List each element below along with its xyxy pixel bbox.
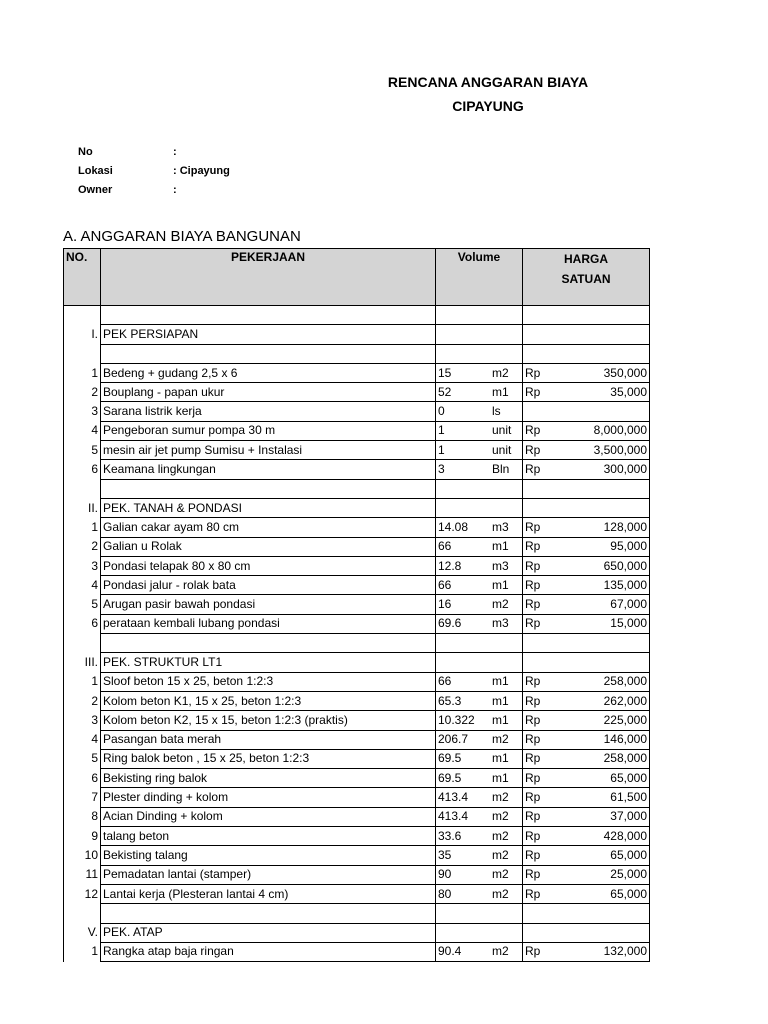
cell-no: 12 [64, 884, 101, 903]
cell-no [64, 634, 101, 653]
table-row [64, 537, 650, 556]
cell-job: Rangka atap baja ringan [101, 942, 436, 961]
cell-job: Pemadatan lantai (stamper) [101, 865, 436, 884]
table-header-row [64, 249, 650, 306]
cell-unit: m2 [490, 363, 523, 382]
cell-unit [490, 344, 523, 363]
cell-currency [523, 923, 558, 942]
cell-price: 650,000 [557, 556, 650, 575]
cell-job [101, 904, 436, 923]
cell-job: Keamana lingkungan [101, 460, 436, 479]
cell-volume: 16 [436, 595, 491, 614]
cell-currency [523, 498, 558, 517]
cell-price [557, 344, 650, 363]
cell-job: Pengeboran sumur pompa 30 m [101, 421, 436, 440]
table-row [64, 672, 650, 691]
cell-no [64, 306, 101, 325]
cell-price [557, 923, 650, 942]
cell-unit [490, 904, 523, 923]
cell-volume [436, 479, 491, 498]
table-row [64, 827, 650, 846]
cell-currency: Rp [523, 827, 558, 846]
cell-job: mesin air jet pump Sumisu + Instalasi [101, 441, 436, 460]
cell-volume: 69.5 [436, 749, 491, 768]
cell-volume: 66 [436, 672, 491, 691]
cell-price: 3,500,000 [557, 441, 650, 460]
cell-no: 4 [64, 421, 101, 440]
cell-price [557, 904, 650, 923]
table-row [64, 363, 650, 382]
table-row [64, 595, 650, 614]
cell-price: 350,000 [557, 363, 650, 382]
cell-unit: m1 [490, 537, 523, 556]
cell-price: 25,000 [557, 865, 650, 884]
cell-volume: 14.08 [436, 518, 491, 537]
cell-job: Kolom beton K1, 15 x 25, beton 1:2:3 [101, 691, 436, 710]
cell-unit: m2 [490, 730, 523, 749]
cell-job: Bedeng + gudang 2,5 x 6 [101, 363, 436, 382]
table-row [64, 942, 650, 961]
cell-no: 6 [64, 460, 101, 479]
cell-currency: Rp [523, 421, 558, 440]
cell-price: 65,000 [557, 846, 650, 865]
cell-job: Sloof beton 15 x 25, beton 1:2:3 [101, 672, 436, 691]
cell-currency [523, 325, 558, 344]
cell-currency: Rp [523, 846, 558, 865]
blank-row [64, 344, 650, 363]
cell-no: 5 [64, 749, 101, 768]
cell-job: PEK. ATAP [101, 923, 436, 942]
cell-no: 1 [64, 518, 101, 537]
cell-volume: 90 [436, 865, 491, 884]
cell-unit [490, 306, 523, 325]
table-row [64, 691, 650, 710]
cell-price: 128,000 [557, 518, 650, 537]
cell-currency: Rp [523, 518, 558, 537]
document-title: RENCANA ANGGARAN BIAYA [387, 74, 589, 90]
cell-no: III. [64, 653, 101, 672]
cell-volume [436, 923, 491, 942]
cell-job [101, 306, 436, 325]
cell-job [101, 634, 436, 653]
cell-price: 262,000 [557, 691, 650, 710]
table-row [64, 884, 650, 903]
cell-price: 135,000 [557, 576, 650, 595]
cell-unit: unit [490, 441, 523, 460]
cell-unit: m1 [490, 691, 523, 710]
table-row [64, 865, 650, 884]
cell-unit: m1 [490, 672, 523, 691]
cell-job [101, 344, 436, 363]
cell-job [101, 479, 436, 498]
cell-price [557, 479, 650, 498]
table-row [64, 518, 650, 537]
cell-volume [436, 904, 491, 923]
cell-no: 6 [64, 769, 101, 788]
info-row-owner [78, 184, 177, 196]
cell-no: I. [64, 325, 101, 344]
cell-volume: 413.4 [436, 788, 491, 807]
cell-unit [490, 325, 523, 344]
cell-price [557, 325, 650, 344]
cell-price: 35,000 [557, 383, 650, 402]
cell-volume [436, 653, 491, 672]
cell-volume: 65.3 [436, 691, 491, 710]
cell-no: 9 [64, 827, 101, 846]
blank-row [64, 904, 650, 923]
cell-unit: m1 [490, 769, 523, 788]
cell-unit: m2 [490, 884, 523, 903]
table-row [64, 576, 650, 595]
cell-price: 258,000 [557, 672, 650, 691]
cell-job: Bekisting ring balok [101, 769, 436, 788]
cell-unit [490, 653, 523, 672]
info-row-lokasi [78, 165, 230, 177]
cell-currency: Rp [523, 749, 558, 768]
cell-currency: Rp [523, 614, 558, 633]
cell-price [557, 653, 650, 672]
cell-currency [523, 904, 558, 923]
header-price-line2: SATUAN [561, 272, 611, 286]
cell-currency: Rp [523, 807, 558, 826]
cell-unit: unit [490, 421, 523, 440]
cell-job: Galian cakar ayam 80 cm [101, 518, 436, 537]
cell-volume [436, 306, 491, 325]
cell-volume: 10.322 [436, 711, 491, 730]
cell-unit: m2 [490, 788, 523, 807]
cell-no [64, 479, 101, 498]
cell-currency: Rp [523, 363, 558, 382]
table-row [64, 769, 650, 788]
cell-unit: m2 [490, 807, 523, 826]
cell-currency: Rp [523, 672, 558, 691]
cell-job: Pondasi telapak 80 x 80 cm [101, 556, 436, 575]
cell-price: 258,000 [557, 749, 650, 768]
info-value: : [173, 146, 177, 158]
table-row [64, 383, 650, 402]
info-label: No [78, 146, 93, 158]
cell-no: 10 [64, 846, 101, 865]
cell-job: Plester dinding + kolom [101, 788, 436, 807]
cell-unit: m1 [490, 383, 523, 402]
cell-price: 61,500 [557, 788, 650, 807]
cell-currency: Rp [523, 865, 558, 884]
cell-price [557, 306, 650, 325]
cell-volume: 15 [436, 363, 491, 382]
cell-price: 15,000 [557, 614, 650, 633]
blank-row [64, 306, 650, 325]
cell-unit [490, 634, 523, 653]
cell-job: Galian u Rolak [101, 537, 436, 556]
cell-job: Acian Dinding + kolom [101, 807, 436, 826]
cell-job: Bouplang - papan ukur [101, 383, 436, 402]
cell-unit [490, 498, 523, 517]
cell-job: PEK. STRUKTUR LT1 [101, 653, 436, 672]
cell-no: 3 [64, 402, 101, 421]
blank-row [64, 479, 650, 498]
cell-no: 8 [64, 807, 101, 826]
cell-no: 7 [64, 788, 101, 807]
cell-volume: 206.7 [436, 730, 491, 749]
cell-volume: 69.5 [436, 769, 491, 788]
cell-no [64, 344, 101, 363]
table-row [64, 421, 650, 440]
section-row [64, 653, 650, 672]
cell-unit [490, 479, 523, 498]
cell-unit: m3 [490, 556, 523, 575]
section-row [64, 498, 650, 517]
cell-price: 428,000 [557, 827, 650, 846]
cell-no: 4 [64, 576, 101, 595]
cell-job: PEK. TANAH & PONDASI [101, 498, 436, 517]
cell-price [557, 634, 650, 653]
table-row [64, 730, 650, 749]
section-row [64, 325, 650, 344]
cell-job: PEK PERSIAPAN [101, 325, 436, 344]
cell-unit: m3 [490, 518, 523, 537]
cell-price: 37,000 [557, 807, 650, 826]
cell-no: V. [64, 923, 101, 942]
cell-price: 67,000 [557, 595, 650, 614]
cell-volume: 69.6 [436, 614, 491, 633]
cell-currency: Rp [523, 556, 558, 575]
cell-job: Arugan pasir bawah pondasi [101, 595, 436, 614]
cell-job: perataan kembali lubang pondasi [101, 614, 436, 633]
header-volume: Volume [436, 249, 523, 306]
cell-price: 65,000 [557, 884, 650, 903]
cell-currency: Rp [523, 383, 558, 402]
cell-volume: 90.4 [436, 942, 491, 961]
header-job: PEKERJAAN [101, 249, 436, 306]
cell-job: Bekisting talang [101, 846, 436, 865]
cell-volume [436, 498, 491, 517]
table-row [64, 614, 650, 633]
cell-price: 8,000,000 [557, 421, 650, 440]
table-row [64, 711, 650, 730]
cell-currency: Rp [523, 537, 558, 556]
cell-no: 4 [64, 730, 101, 749]
cell-currency: Rp [523, 730, 558, 749]
cell-job: Sarana listrik kerja [101, 402, 436, 421]
cell-volume: 12.8 [436, 556, 491, 575]
cell-volume: 3 [436, 460, 491, 479]
cell-volume: 52 [436, 383, 491, 402]
cell-volume: 413.4 [436, 807, 491, 826]
cell-price: 95,000 [557, 537, 650, 556]
cell-currency: Rp [523, 576, 558, 595]
header-no: NO. [64, 249, 101, 306]
cell-currency: Rp [523, 769, 558, 788]
table-row [64, 556, 650, 575]
cell-unit: Bln [490, 460, 523, 479]
cell-unit: m1 [490, 711, 523, 730]
cell-unit: m2 [490, 846, 523, 865]
cell-volume: 80 [436, 884, 491, 903]
cell-currency [523, 402, 558, 421]
cell-no: 1 [64, 672, 101, 691]
cell-currency: Rp [523, 441, 558, 460]
cell-currency: Rp [523, 942, 558, 961]
cell-price: 225,000 [557, 711, 650, 730]
table-row [64, 441, 650, 460]
cell-volume: 1 [436, 421, 491, 440]
cell-volume: 1 [436, 441, 491, 460]
section-heading: A. ANGGARAN BIAYA BANGUNAN [63, 228, 301, 245]
info-row-no [78, 146, 177, 158]
info-value: : [173, 184, 177, 196]
cell-price [557, 498, 650, 517]
cell-price: 146,000 [557, 730, 650, 749]
cell-volume [436, 634, 491, 653]
cell-no: 1 [64, 942, 101, 961]
cell-job: Pondasi jalur - rolak bata [101, 576, 436, 595]
section-row [64, 923, 650, 942]
budget-table [63, 248, 650, 962]
header-price [523, 249, 650, 306]
cell-no: 1 [64, 363, 101, 382]
cell-price: 65,000 [557, 769, 650, 788]
cell-unit: m1 [490, 576, 523, 595]
cell-volume: 0 [436, 402, 491, 421]
cell-currency: Rp [523, 788, 558, 807]
cell-no [64, 904, 101, 923]
cell-no: 3 [64, 711, 101, 730]
cell-no: 2 [64, 691, 101, 710]
cell-currency [523, 344, 558, 363]
cell-unit: m2 [490, 942, 523, 961]
cell-volume: 66 [436, 537, 491, 556]
cell-price: 132,000 [557, 942, 650, 961]
cell-unit: m2 [490, 595, 523, 614]
cell-currency [523, 653, 558, 672]
cell-currency: Rp [523, 595, 558, 614]
cell-unit [490, 923, 523, 942]
cell-unit: m2 [490, 827, 523, 846]
cell-currency: Rp [523, 884, 558, 903]
document-subtitle: CIPAYUNG [452, 98, 524, 114]
cell-volume: 33.6 [436, 827, 491, 846]
cell-no: 11 [64, 865, 101, 884]
info-label: Owner [78, 184, 113, 196]
table-row [64, 749, 650, 768]
cell-currency: Rp [523, 711, 558, 730]
table-row [64, 788, 650, 807]
table-row [64, 402, 650, 421]
cell-no: 5 [64, 441, 101, 460]
table-row [64, 807, 650, 826]
cell-no: II. [64, 498, 101, 517]
cell-no: 2 [64, 537, 101, 556]
table-row [64, 846, 650, 865]
cell-job: Pasangan bata merah [101, 730, 436, 749]
cell-unit: m2 [490, 865, 523, 884]
info-value: : Cipayung [173, 165, 230, 177]
cell-price: 300,000 [557, 460, 650, 479]
cell-volume: 66 [436, 576, 491, 595]
cell-currency [523, 479, 558, 498]
cell-job: Kolom beton K2, 15 x 15, beton 1:2:3 (praktis) [101, 711, 436, 730]
cell-job: talang beton [101, 827, 436, 846]
cell-no: 6 [64, 614, 101, 633]
info-label: Lokasi [78, 165, 113, 177]
cell-unit: ls [490, 402, 523, 421]
cell-no: 3 [64, 556, 101, 575]
cell-currency [523, 634, 558, 653]
cell-unit: m3 [490, 614, 523, 633]
cell-currency: Rp [523, 460, 558, 479]
cell-currency: Rp [523, 691, 558, 710]
cell-unit: m1 [490, 749, 523, 768]
cell-currency [523, 306, 558, 325]
cell-job: Ring balok beton , 15 x 25, beton 1:2:3 [101, 749, 436, 768]
cell-volume: 35 [436, 846, 491, 865]
table-row [64, 460, 650, 479]
blank-row [64, 634, 650, 653]
header-price-line1: HARGA [564, 252, 608, 266]
cell-price [557, 402, 650, 421]
cell-volume [436, 325, 491, 344]
cell-volume [436, 344, 491, 363]
cell-no: 5 [64, 595, 101, 614]
cell-job: Lantai kerja (Plesteran lantai 4 cm) [101, 884, 436, 903]
cell-no: 2 [64, 383, 101, 402]
